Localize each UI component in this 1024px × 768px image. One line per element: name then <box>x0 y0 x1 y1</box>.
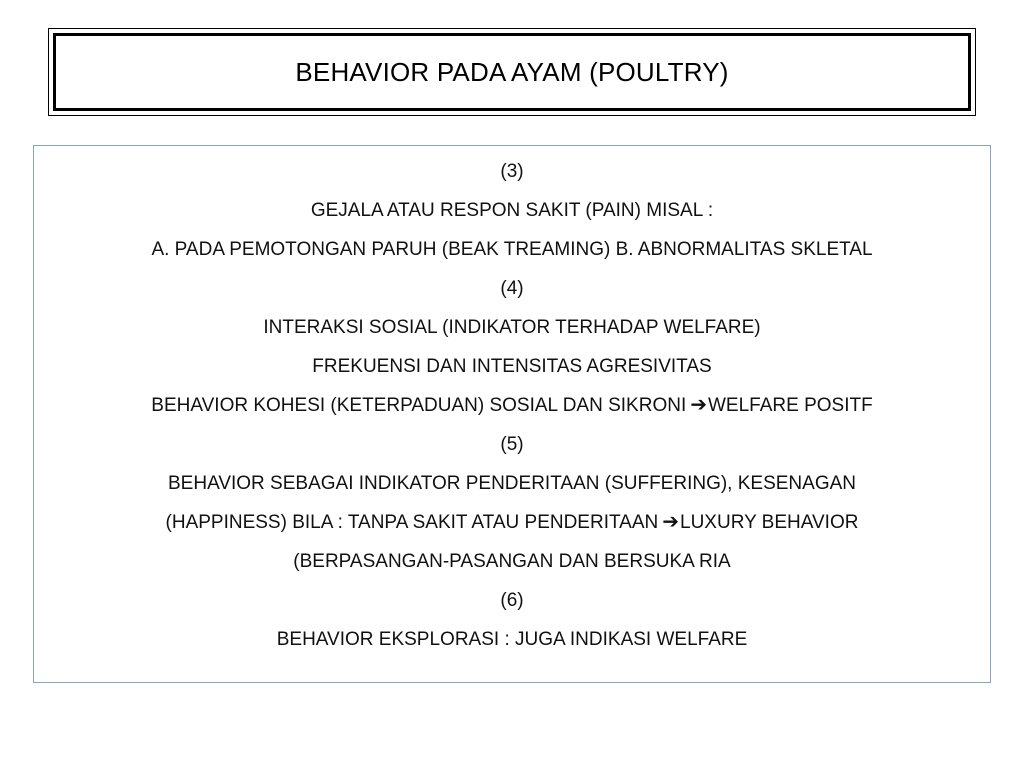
content-box <box>33 145 991 683</box>
content-line <box>34 386 990 425</box>
line-text: (3) <box>500 161 524 182</box>
content-line <box>34 347 990 386</box>
line-text: INTERAKSI SOSIAL (INDIKATOR TERHADAP WELFARE) <box>263 317 761 338</box>
line-text-before-arrow: BEHAVIOR KOHESI (KETERPADUAN) SOSIAL DAN SIKRONI <box>151 395 687 416</box>
line-text-after-arrow: LUXURY BEHAVIOR <box>680 512 859 533</box>
content-line <box>34 581 990 620</box>
line-text: BEHAVIOR SEBAGAI INDIKATOR PENDERITAAN (SUFFERING), KESENAGAN <box>168 473 856 494</box>
slide-title: BEHAVIOR PADA AYAM (POULTRY) <box>295 56 729 87</box>
right-arrow-icon: ➔ <box>690 394 707 416</box>
line-text: GEJALA ATAU RESPON SAKIT (PAIN) MISAL : <box>310 200 714 221</box>
content-line <box>34 503 990 542</box>
content-line <box>34 425 990 464</box>
line-text-after-arrow: WELFARE POSITF <box>708 395 873 416</box>
content-line <box>34 152 990 191</box>
title-frame <box>48 28 976 116</box>
content-line <box>34 308 990 347</box>
line-text: (4) <box>500 278 524 299</box>
line-text: (5) <box>500 434 524 455</box>
line-text: (BERPASANGAN-PASANGAN DAN BERSUKA RIA <box>293 551 731 572</box>
line-text: (6) <box>500 590 524 611</box>
line-text: FREKUENSI DAN INTENSITAS AGRESIVITAS <box>312 356 712 377</box>
content-line <box>34 464 990 503</box>
content-line <box>34 269 990 308</box>
content-line <box>34 542 990 581</box>
content-line <box>34 191 990 230</box>
right-arrow-icon: ➔ <box>662 511 680 533</box>
line-text: A. PADA PEMOTONGAN PARUH (BEAK TREAMING) B. ABNORMALITAS SKLETAL <box>151 239 873 260</box>
content-line <box>34 620 990 659</box>
content-line <box>34 230 990 269</box>
line-text-before-arrow: (HAPPINESS) BILA : TANPA SAKIT ATAU PENDERITAAN <box>165 512 659 533</box>
title-inner-border <box>53 33 971 111</box>
line-text: BEHAVIOR EKSPLORASI : JUGA INDIKASI WELFARE <box>276 629 748 650</box>
content-lines <box>34 152 990 659</box>
